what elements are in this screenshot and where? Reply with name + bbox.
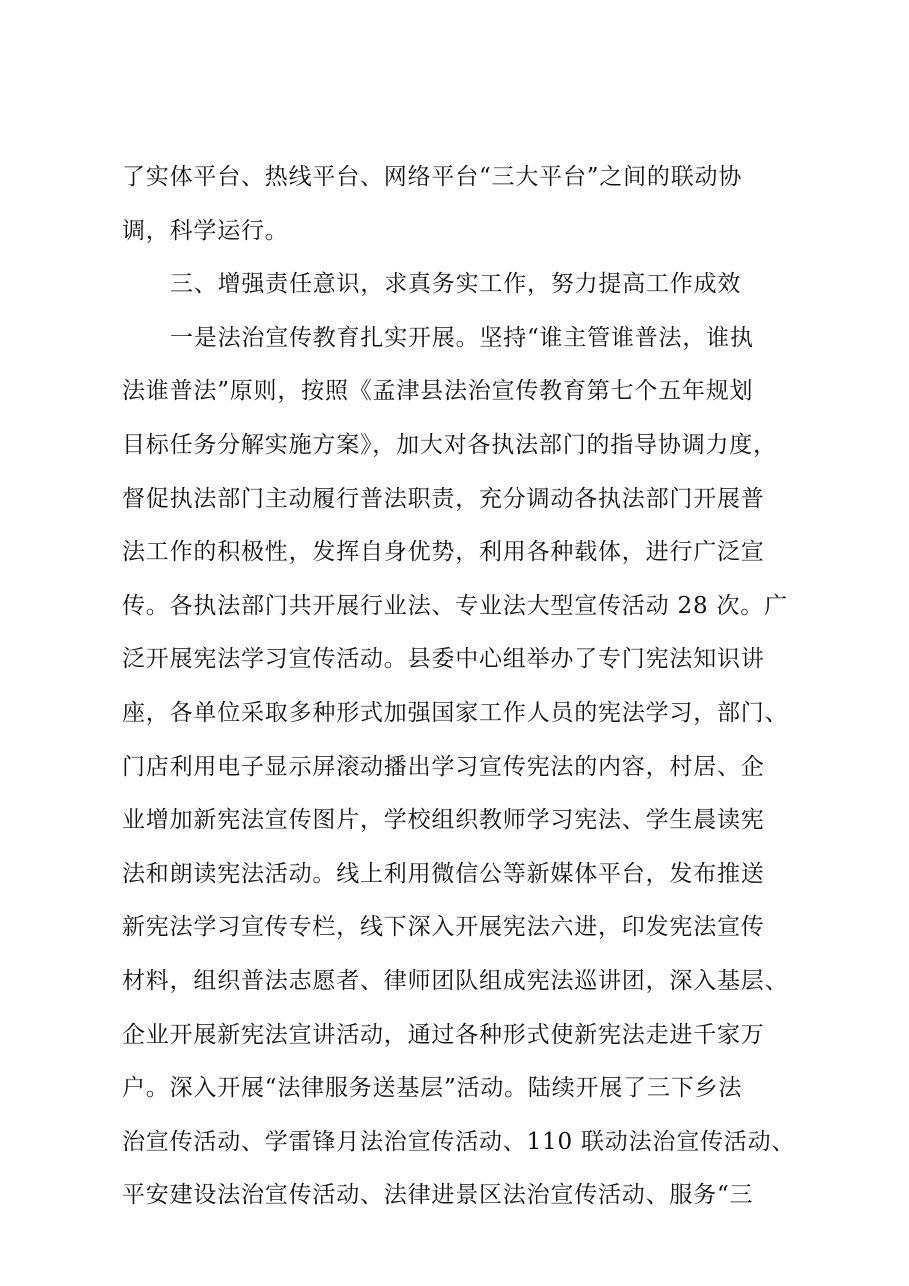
text-line: 传。各执法部门共开展行业法、专业法大型宣传活动 28 次。广: [122, 592, 788, 619]
text-line: 户。深入开展“法律服务送基层”活动。陆续开展了三下乡法: [122, 1075, 743, 1102]
text-line: 法工作的积极性，发挥自身优势，利用各种载体，进行广泛宣: [122, 539, 765, 566]
text-line: 目标任务分解实施方案》，加大对各执法部门的指导协调力度，: [122, 431, 777, 458]
text-line: 新宪法学习宣传专栏，线下深入开展宪法六进，印发宪法宣传: [122, 914, 765, 941]
text-line: 了实体平台、热线平台、网络平台“三大平台”之间的联动协: [122, 164, 743, 190]
text-line: 法和朗读宪法活动。线上利用微信公等新媒体平台，发布推送: [122, 860, 765, 887]
text-line: 治宣传活动、学雷锋月法治宣传活动、110 联动法治宣传活动、: [122, 1128, 796, 1155]
text-line: 座，各单位采取多种形式加强国家工作人员的宪法学习，部门、: [122, 699, 789, 726]
text-line: 泛开展宪法学习宣传活动。县委中心组举办了专门宪法知识讲: [122, 646, 765, 673]
text-line: 法谁普法”原则，按照《孟津县法治宣传教育第七个五年规划: [122, 378, 754, 405]
text-line: 企业开展新宪法宣讲活动，通过各种形式使新宪法走进千家万: [122, 1021, 765, 1048]
text-line: 业增加新宪法宣传图片，学校组织教师学习宪法、学生晨读宪: [122, 807, 765, 834]
text-line: 督促执法部门主动履行普法职责，充分调动各执法部门开展普: [122, 485, 765, 512]
document-body: [122, 151, 796, 1223]
section-heading: 三、增强责任意识，求真务实工作，努力提高工作成效: [170, 271, 742, 298]
text-line: 门店利用电子显示屏滚动播出学习宣传宪法的内容，村居、企: [122, 753, 765, 780]
text-line: 调，科学运行。: [122, 217, 289, 244]
text-line: 材料，组织普法志愿者、律师团队组成宪法巡讲团，深入基层、: [122, 967, 789, 994]
paragraph-first-line: 一是法治宣传教育扎实开展。坚持“谁主管谁普法，谁执: [170, 324, 754, 351]
text-line: 平安建设法治宣传活动、法律进景区法治宣传活动、服务“三: [122, 1182, 754, 1209]
